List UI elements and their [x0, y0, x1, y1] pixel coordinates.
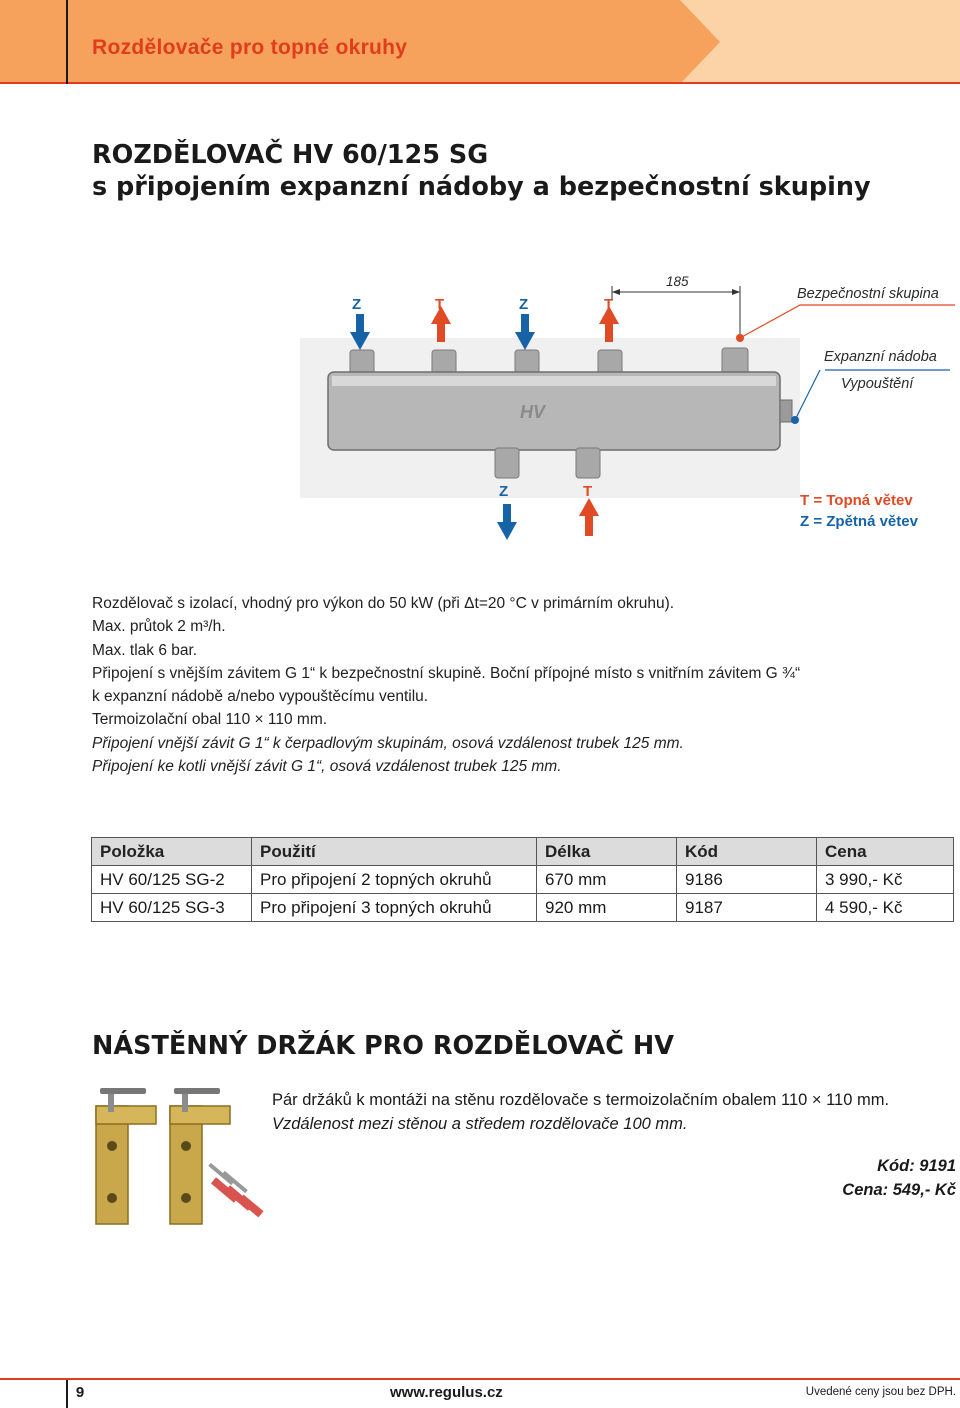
col-item: Položka — [92, 838, 252, 866]
legend-return: Z = Zpětná větev — [800, 513, 918, 530]
desc-line: Rozdělovač s izolací, vhodný pro výkon do 50 kW (při Δt=20 °C v primárním okruhu). — [92, 595, 675, 612]
col-code: Kód — [677, 838, 817, 866]
label-z-2: Z — [519, 296, 529, 313]
cell-length: 670 mm — [537, 866, 677, 894]
price-note: Uvedené ceny jsou bez DPH. — [805, 1386, 956, 1398]
label-z-bottom: Z — [499, 483, 509, 500]
desc-line: Max. průtok 2 m³/h. — [92, 618, 226, 636]
safety-callout-line — [740, 305, 955, 338]
holder-code-price — [842, 1154, 956, 1202]
desc-line: Připojení vnější závit G 1“ k čerpadlovým skupinám, osová vzdálenost trubek 125 mm. — [92, 734, 684, 752]
table-header-row — [92, 838, 954, 866]
label-t-1: T — [435, 296, 445, 313]
bottom-arrows — [497, 498, 599, 540]
side-port — [780, 400, 792, 422]
col-length: Délka — [537, 838, 677, 866]
footer-line — [0, 1378, 960, 1380]
holder-title: NÁSTĚNNÝ DRŽÁK PRO ROZDĚLOVAČ HV — [92, 1031, 674, 1061]
legend-supply: T = Topná větev — [800, 492, 913, 509]
wall-bracket-image — [88, 1086, 268, 1236]
col-usage: Použití — [252, 838, 537, 866]
holder-line: Vzdálenost mezi stěnou a středem rozdělovače 100 mm. — [272, 1115, 688, 1133]
holder-description — [272, 1088, 889, 1136]
desc-line: Max. tlak 6 bar. — [92, 641, 198, 659]
drain-label: Vypouštění — [841, 376, 914, 392]
page-number: 9 — [75, 1384, 85, 1401]
desc-line: Připojení ke kotli vnější závit G 1“, osová vzdálenost trubek 125 mm. — [92, 758, 562, 776]
svg-text:HV: HV — [520, 402, 546, 422]
desc-line: Připojení s vnějším závitem G 1“ k bezpečnostní skupině. Boční přípojné místo s vnitřním závitem G ¾“ — [92, 664, 801, 682]
dimension-label: 185 — [666, 274, 689, 289]
holder-code: Kód: 9191 — [877, 1157, 956, 1175]
legend — [800, 490, 918, 532]
desc-line: k expanzní nádobě a/nebo vypouštěcímu ventilu. — [92, 688, 429, 706]
label-t-2: T — [604, 296, 614, 313]
header-divider — [66, 0, 68, 84]
return-arrow-icon — [497, 522, 517, 540]
bottom-connector-2 — [576, 448, 600, 478]
cell-length: 920 mm — [537, 894, 677, 922]
cell-price: 3 990,- Kč — [817, 866, 954, 894]
cell-usage: Pro připojení 3 topných okruhů — [252, 894, 537, 922]
website-link[interactable]: www.regulus.cz — [390, 1384, 503, 1401]
table-row — [92, 894, 954, 922]
manifold-highlight — [332, 376, 776, 386]
cell-price: 4 590,- Kč — [817, 894, 954, 922]
expansion-vessel-label: Expanzní nádoba — [824, 349, 937, 365]
holder-line: Pár držáků k montáži na stěnu rozdělovače s termoizolačním obalem 110 × 110 mm. — [272, 1091, 890, 1109]
holder-price: Cena: 549,- Kč — [842, 1181, 956, 1199]
label-t-bottom: T — [583, 483, 593, 500]
product-table — [91, 837, 954, 922]
product-subtitle: s připojením expanzní nádoby a bezpečnostní skupiny — [92, 172, 871, 202]
table-row — [92, 866, 954, 894]
supply-arrow-icon — [579, 498, 599, 516]
cell-code: 9187 — [677, 894, 817, 922]
bottom-connector-1 — [495, 448, 519, 478]
safety-group-label: Bezpečnostní skupina — [797, 286, 939, 302]
product-title: ROZDĚLOVAČ HV 60/125 SG — [92, 140, 489, 170]
col-price: Cena — [817, 838, 954, 866]
label-z-1: Z — [352, 296, 362, 313]
cell-item: HV 60/125 SG-3 — [92, 894, 252, 922]
cell-usage: Pro připojení 2 topných okruhů — [252, 866, 537, 894]
desc-line: Termoizolační obal 110 × 110 mm. — [92, 711, 328, 729]
cell-code: 9186 — [677, 866, 817, 894]
section-title: Rozdělovače pro topné okruhy — [92, 36, 408, 59]
cell-item: HV 60/125 SG-2 — [92, 866, 252, 894]
product-description — [92, 592, 800, 778]
